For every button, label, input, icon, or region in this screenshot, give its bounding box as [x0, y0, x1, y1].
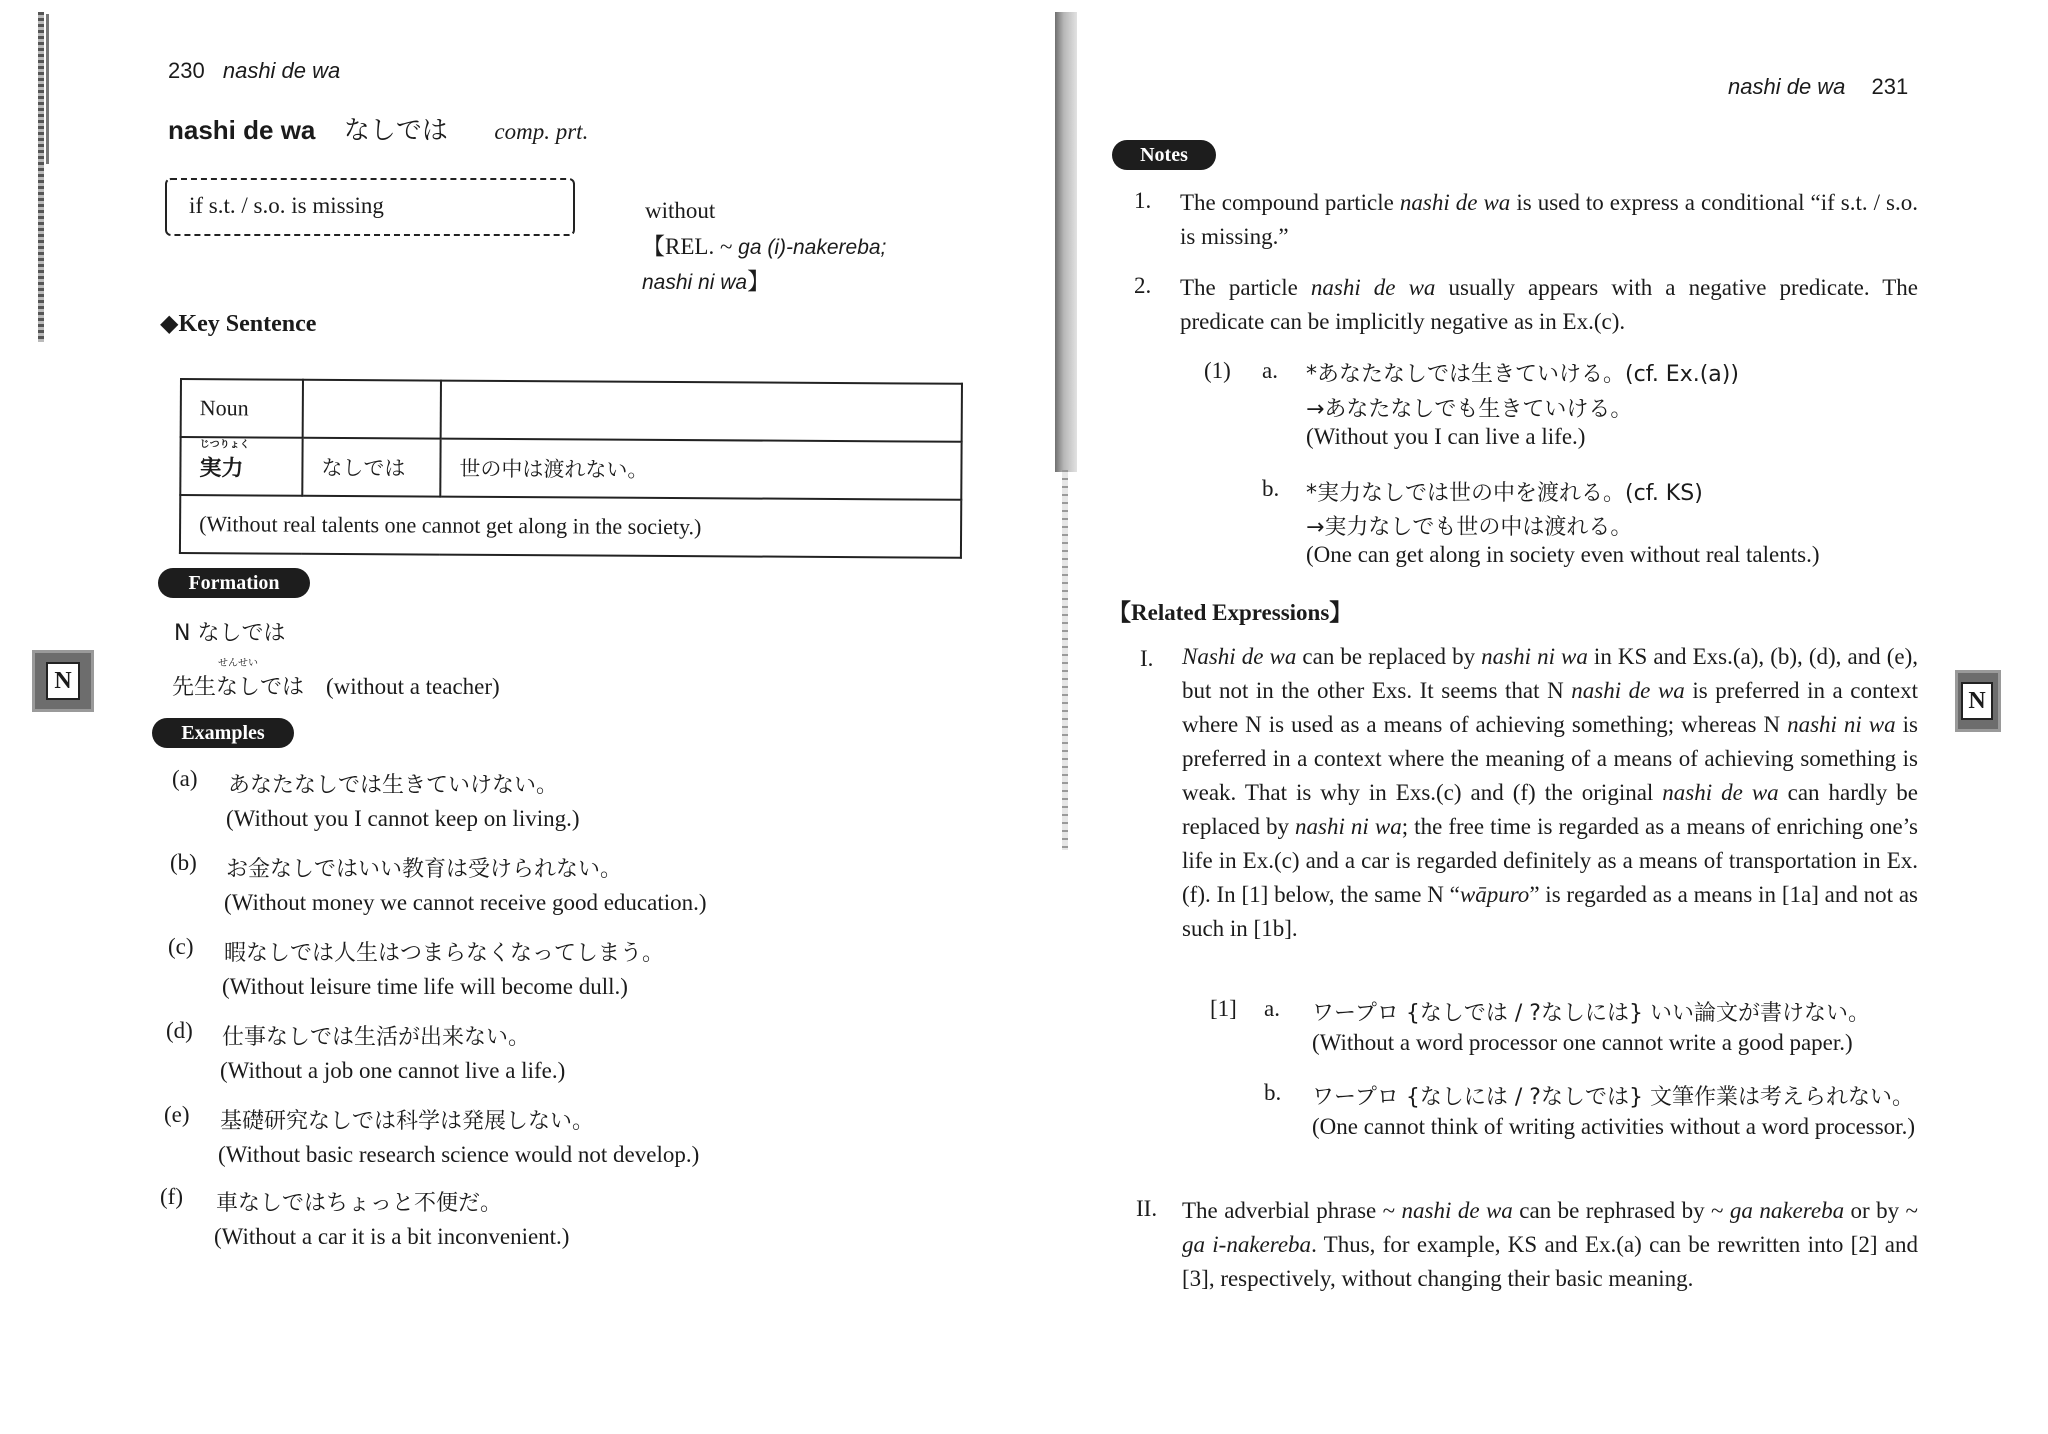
thumb-index-letter: N — [1961, 682, 1993, 720]
example-id: (c) — [168, 934, 194, 959]
empty-cell — [303, 380, 441, 439]
example-jp: 車なしではちょっと不便だ。 — [216, 1191, 503, 1216]
example-translation: (One cannot think of writing activities without a word processor.) — [1312, 1114, 1915, 1139]
thumb-index-tab — [32, 650, 94, 712]
example-group-number: [1] — [1210, 996, 1237, 1021]
example-en: (Without you I cannot keep on living.) — [226, 806, 580, 831]
key-sentence-table — [179, 378, 963, 559]
example-id: (e) — [164, 1102, 190, 1127]
example-letter: a. — [1264, 996, 1280, 1021]
related-text: Nashi de wa can be replaced by nashi ni wa in KS and Exs.(a), (b), (d), and (e), but not in the other Exs. It seems that N nashi de wa is preferred in a context where N is used as a means of achieving something; whereas N nashi ni wa is preferred in a context where the meaning of a means of achieving something is weak. That is why in Exs.(c) and (f) the original nashi de wa can hardly be replaced by nashi ni wa; the free time is regarded as a means of enriching one’s life in Ex.(c) and a car is regarded definitely as a means of transportation in Ex.(f). In [1] below, the same N “wāpuro” is regarded as a means in [1a] and not as such in [1b]. — [1182, 644, 1919, 941]
example-jp: 暇なしでは人生はつまらなくなってしまう。 — [224, 941, 665, 966]
entry-title — [168, 110, 588, 147]
example-letter: b. — [1264, 1080, 1282, 1105]
gloss-related: 【REL. ~ ga (i)-nakereba; nashi ni wa】 — [642, 234, 887, 294]
predicate-cell: 世の中は渡れない。 — [440, 439, 961, 500]
example-translation: (One can get along in society even without real talents.) — [1306, 542, 1820, 567]
example-translation: (Without a word processor one cannot write a good paper.) — [1312, 1030, 1853, 1055]
formation-line-1: N なしでは — [174, 621, 286, 646]
example-translation: (Without you I can live a life.) — [1306, 424, 1586, 449]
examples-label: Examples — [152, 718, 294, 748]
page-number: 231 — [1871, 74, 1909, 99]
page-header — [1728, 74, 1908, 100]
related-expressions-heading: 【Related Expressions】 — [1108, 600, 1353, 625]
related-number: II. — [1136, 1196, 1158, 1221]
entry-term: nashi de wa — [168, 115, 316, 145]
example-en: (Without money we cannot receive good education.) — [224, 890, 707, 915]
binding-edge — [38, 12, 44, 342]
running-title: nashi de wa — [222, 58, 341, 83]
example-id: (d) — [166, 1018, 193, 1043]
particle-cell: なしでは — [302, 438, 440, 497]
example-line: →実力なしでも世の中は渡れる。 — [1306, 515, 1633, 540]
binding-edge — [46, 14, 49, 164]
part-of-speech: comp. prt. — [494, 119, 589, 144]
example-group-number: (1) — [1204, 358, 1231, 383]
note-number: 1. — [1134, 188, 1152, 213]
related-number: I. — [1140, 646, 1154, 671]
example-en: (Without a job one cannot live a life.) — [220, 1058, 566, 1083]
example-en: (Without leisure time life will become dull.) — [222, 974, 628, 999]
example-id: (b) — [170, 850, 197, 875]
meaning-text: if s.t. / s.o. is missing — [189, 193, 384, 218]
furigana: じつりょく — [199, 438, 250, 450]
example-id: (f) — [160, 1184, 183, 1209]
note-text: The particle nashi de wa usually appears with a negative predicate. The predicate can be implicitly negative as in Ex.(c). — [1180, 275, 1919, 334]
thumb-index-tab — [1955, 670, 2001, 732]
gloss-english: without — [645, 198, 716, 223]
example-line: *あなたなしでは生きていける。(cf. Ex.(a)) — [1306, 362, 1739, 387]
page-number: 230 — [168, 58, 205, 83]
example-line: →あなたなしでも生きていける。 — [1306, 397, 1633, 422]
entry-term-jp: なしでは — [343, 116, 448, 146]
example-id: (a) — [172, 766, 198, 791]
note-text: The compound particle nashi de wa is used to express a conditional “if s.t. / s.o. is missing.” — [1180, 190, 1919, 249]
example-line: ワープロ {なしには / ?なしでは} 文筆作業は考えられない。 — [1312, 1085, 1914, 1110]
book-spine-shadow — [1055, 12, 1077, 472]
example-line: *実力なしでは世の中を渡れる。(cf. KS) — [1306, 481, 1703, 506]
noun-jp: じつりょく 実力 — [199, 451, 243, 482]
example-jp: お金なしではいい教育は受けられない。 — [226, 857, 623, 882]
meaning-box — [165, 178, 575, 236]
thumb-index-letter: N — [46, 662, 80, 700]
example-jp: 仕事なしでは生活が出来ない。 — [222, 1025, 531, 1050]
book-spine-shadow — [1062, 470, 1068, 850]
key-sentence-heading: ◆Key Sentence — [160, 311, 317, 337]
page-header — [168, 58, 340, 84]
formation-label: Formation — [158, 568, 310, 598]
example-letter: a. — [1262, 358, 1278, 383]
empty-cell — [441, 381, 962, 442]
noun-cell — [180, 437, 302, 496]
notes-label: Notes — [1112, 140, 1216, 170]
example-jp: あなたなしでは生きていけない。 — [228, 773, 559, 798]
translation-cell: (Without real talents one cannot get along in the society.) — [180, 495, 961, 558]
example-line: ワープロ {なしでは / ?なしには} いい論文が書けない。 — [1312, 1001, 1870, 1026]
example-letter: b. — [1262, 476, 1280, 501]
noun-header-cell: Noun — [181, 379, 303, 438]
example-jp: 基礎研究なしでは科学は発展しない。 — [220, 1109, 595, 1134]
example-en: (Without basic research science would not develop.) — [218, 1142, 700, 1167]
formation-line-2: せんせい 先生なしでは (without a teacher) — [172, 658, 500, 700]
example-en: (Without a car it is a bit inconvenient.) — [214, 1224, 570, 1249]
running-title: nashi de wa — [1728, 74, 1846, 99]
note-number: 2. — [1134, 273, 1152, 298]
related-text: The adverbial phrase ~ nashi de wa can be rephrased by ~ ga nakereba or by ~ ga i-nakereba. Thus, for example, KS and Ex.(a) can be rewritten into [2] and [3], respectively, without changing their basic meaning. — [1182, 1198, 1918, 1291]
